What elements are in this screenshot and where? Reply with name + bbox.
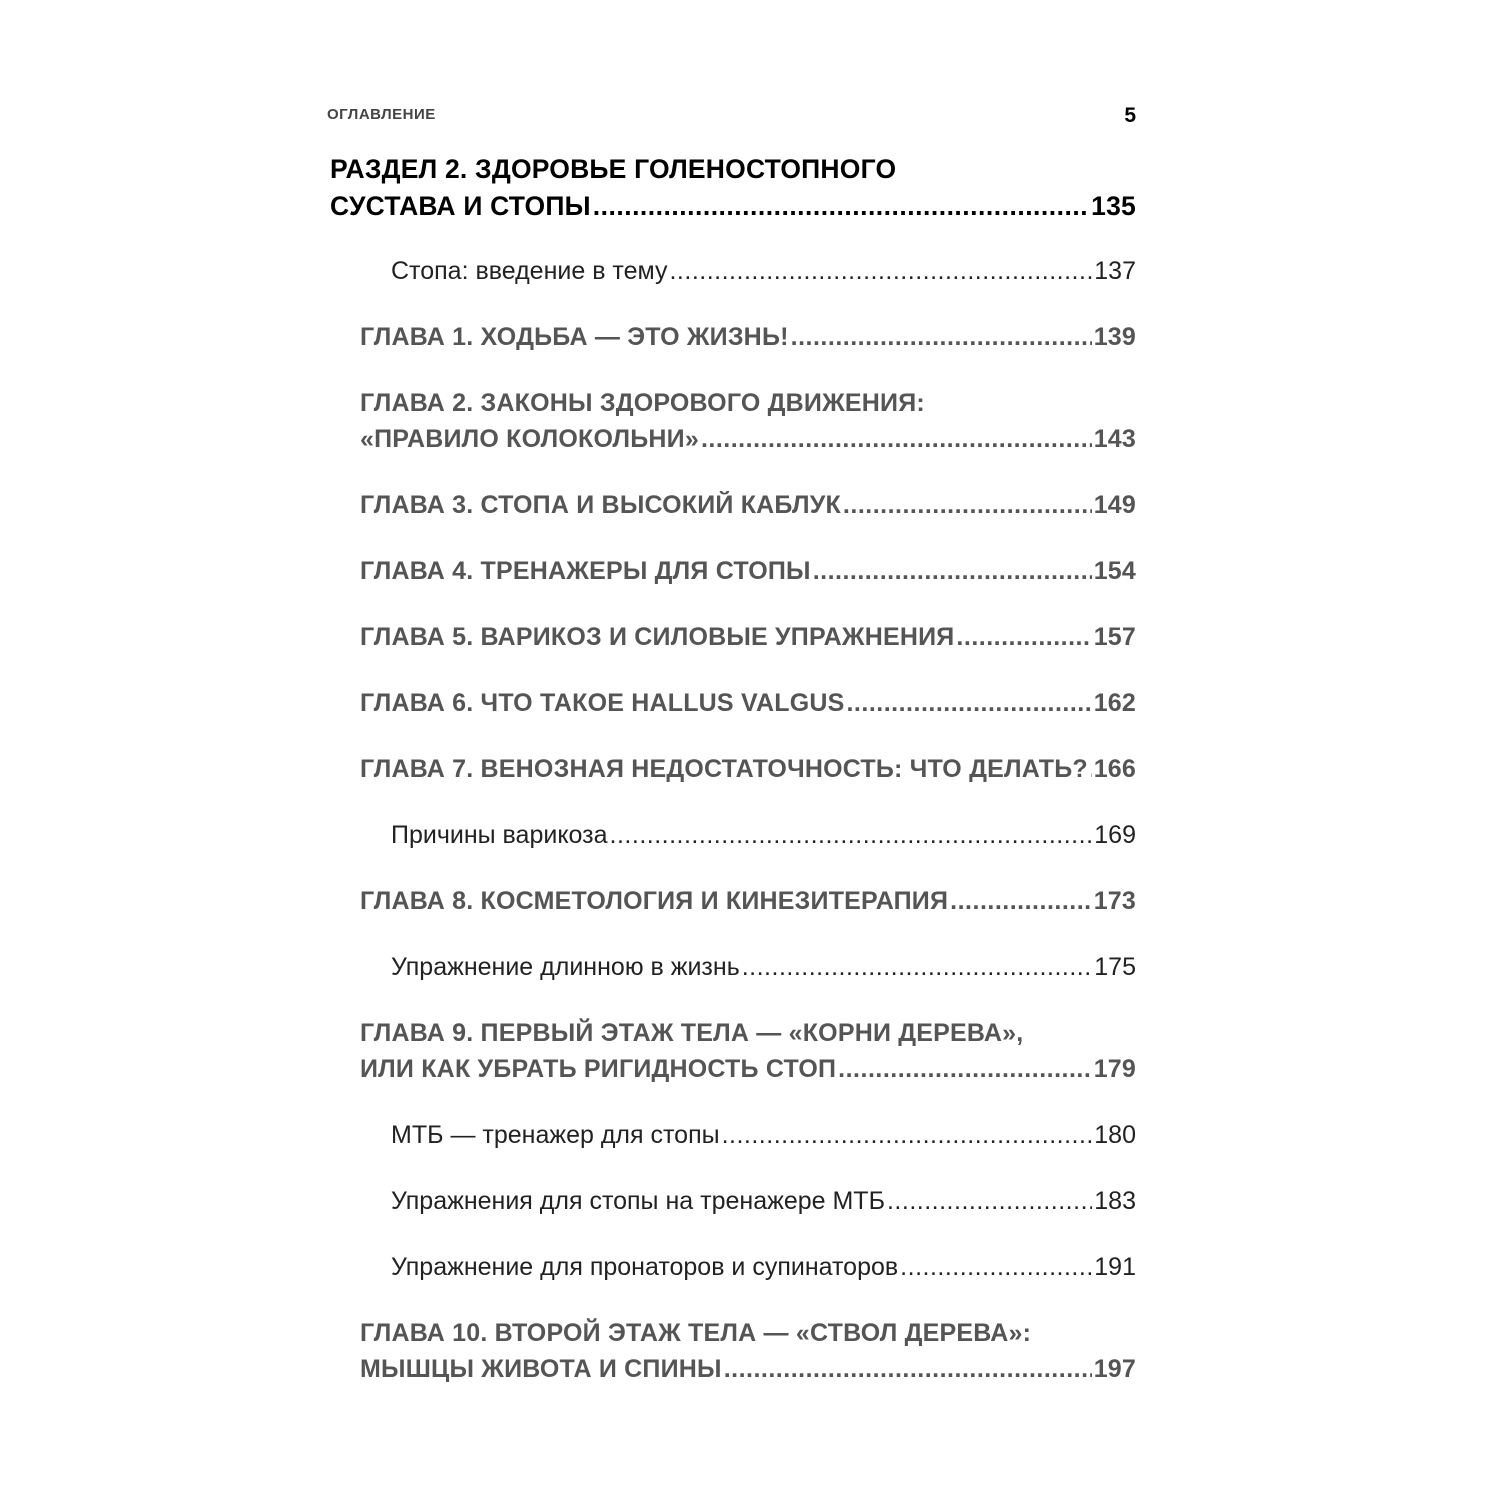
toc-entry-page: 169 bbox=[1094, 821, 1136, 849]
toc-entry-title: ГЛАВА 8. КОСМЕТОЛОГИЯ И КИНЕЗИТЕРАПИЯ bbox=[360, 887, 949, 915]
toc-entry-chapter-2-line1: ГЛАВА 2. ЗАКОНЫ ЗДОРОВОГО ДВИЖЕНИЯ: bbox=[360, 389, 925, 417]
dot-leader bbox=[610, 821, 1093, 850]
toc-entry[interactable] bbox=[391, 953, 1136, 982]
dot-leader bbox=[724, 1355, 1092, 1384]
toc-entry[interactable] bbox=[391, 821, 1136, 850]
dot-leader bbox=[742, 953, 1093, 982]
dot-leader bbox=[843, 491, 1092, 520]
dot-leader bbox=[1090, 755, 1092, 784]
toc-entry-title: Стопа: введение в тему bbox=[391, 257, 668, 285]
toc-entry-chapter-9[interactable] bbox=[360, 1055, 1136, 1084]
toc-entry-page: 180 bbox=[1094, 1121, 1136, 1149]
toc-entry[interactable] bbox=[391, 1253, 1136, 1282]
dot-leader bbox=[791, 323, 1092, 352]
toc-entry-title: Упражнения для стопы на тренажере МТБ bbox=[391, 1187, 885, 1215]
toc-entry-chapter-10-line1: ГЛАВА 10. ВТОРОЙ ЭТАЖ ТЕЛА — «СТВОЛ ДЕРЕВА»: bbox=[360, 1319, 1032, 1347]
toc-entry-page: 135 bbox=[1091, 191, 1136, 221]
toc-entry-page: 173 bbox=[1093, 887, 1136, 915]
toc-entry-page: 166 bbox=[1093, 755, 1136, 783]
toc-entry-page: 191 bbox=[1094, 1253, 1136, 1281]
toc-entry-page: 162 bbox=[1093, 689, 1136, 717]
toc-entry-title: ГЛАВА 6. ЧТО ТАКОЕ HALLUS VALGUS bbox=[360, 689, 845, 717]
dot-leader bbox=[669, 257, 1092, 286]
toc-entry-page: 183 bbox=[1094, 1187, 1136, 1215]
toc-entry-chapter-9-line1: ГЛАВА 9. ПЕРВЫЙ ЭТАЖ ТЕЛА — «КОРНИ ДЕРЕВА», bbox=[360, 1019, 1024, 1047]
toc-entry-chapter-1[interactable] bbox=[360, 323, 1136, 352]
toc-entry-section-2[interactable] bbox=[330, 191, 1136, 222]
toc-entry[interactable] bbox=[391, 1187, 1136, 1216]
toc-entry-title: СУСТАВА И СТОПЫ bbox=[330, 191, 591, 221]
toc-entry-chapter-4[interactable] bbox=[360, 557, 1136, 586]
page-number: 5 bbox=[1124, 104, 1136, 127]
running-head: ОГЛАВЛЕНИЕ bbox=[327, 106, 436, 123]
toc-entry-title: «ПРАВИЛО КОЛОКОЛЬНИ» bbox=[360, 425, 699, 453]
toc-entry-chapter-10[interactable] bbox=[360, 1355, 1136, 1384]
toc-entry-chapter-8[interactable] bbox=[360, 887, 1136, 916]
toc-entry-title: ГЛАВА 3. СТОПА И ВЫСОКИЙ КАБЛУК bbox=[360, 491, 841, 519]
dot-leader bbox=[950, 887, 1092, 916]
toc-entry-title: ГЛАВА 7. ВЕНОЗНАЯ НЕДОСТАТОЧНОСТЬ: ЧТО ДЕЛАТЬ? bbox=[360, 755, 1088, 783]
toc-entry-page: 179 bbox=[1093, 1055, 1136, 1083]
dot-leader bbox=[887, 1187, 1092, 1216]
toc-entry[interactable] bbox=[391, 257, 1136, 286]
toc-entry-page: 157 bbox=[1093, 623, 1136, 651]
dot-leader bbox=[813, 557, 1092, 586]
section-title-line1: РАЗДЕЛ 2. ЗДОРОВЬЕ ГОЛЕНОСТОПНОГО bbox=[330, 154, 897, 184]
toc-entry-page: 149 bbox=[1093, 491, 1136, 519]
toc-entry-title: ГЛАВА 1. ХОДЬБА — ЭТО ЖИЗНЬ! bbox=[360, 323, 789, 351]
toc-entry-page: 175 bbox=[1094, 953, 1136, 981]
toc-entry-title: ГЛАВА 5. ВАРИКОЗ И СИЛОВЫЕ УПРАЖНЕНИЯ bbox=[360, 623, 955, 651]
toc-entry-title: ГЛАВА 4. ТРЕНАЖЕРЫ ДЛЯ СТОПЫ bbox=[360, 557, 811, 585]
toc-entry-title: МТБ — тренажер для стопы bbox=[391, 1121, 720, 1149]
toc-entry-page: 143 bbox=[1093, 425, 1136, 453]
toc-entry-title: Упражнение для пронаторов и супинаторов bbox=[391, 1253, 899, 1281]
toc-entry-chapter-2[interactable] bbox=[360, 425, 1136, 454]
toc-entry[interactable] bbox=[391, 1121, 1136, 1150]
toc-entry-title: Упражнение длинною в жизнь bbox=[391, 953, 740, 981]
toc-entry-chapter-7[interactable] bbox=[360, 755, 1136, 784]
dot-leader bbox=[956, 623, 1091, 652]
toc-entry-chapter-6[interactable] bbox=[360, 689, 1136, 718]
toc-entry-page: 154 bbox=[1093, 557, 1136, 585]
toc-entry-page: 197 bbox=[1093, 1355, 1136, 1383]
dot-leader bbox=[900, 1253, 1092, 1282]
dot-leader bbox=[593, 191, 1089, 222]
dot-leader bbox=[846, 689, 1091, 718]
toc-entry-page: 137 bbox=[1094, 257, 1136, 285]
toc-entry-title: Причины варикоза bbox=[391, 821, 608, 849]
toc-entry-chapter-5[interactable] bbox=[360, 623, 1136, 652]
dot-leader bbox=[701, 425, 1092, 454]
dot-leader bbox=[838, 1055, 1092, 1084]
toc-entry-page: 139 bbox=[1093, 323, 1136, 351]
toc-entry-title: ИЛИ КАК УБРАТЬ РИГИДНОСТЬ СТОП bbox=[360, 1055, 837, 1083]
dot-leader bbox=[722, 1121, 1093, 1150]
toc-entry-title: МЫШЦЫ ЖИВОТА И СПИНЫ bbox=[360, 1355, 722, 1383]
toc-entry-chapter-3[interactable] bbox=[360, 491, 1136, 520]
